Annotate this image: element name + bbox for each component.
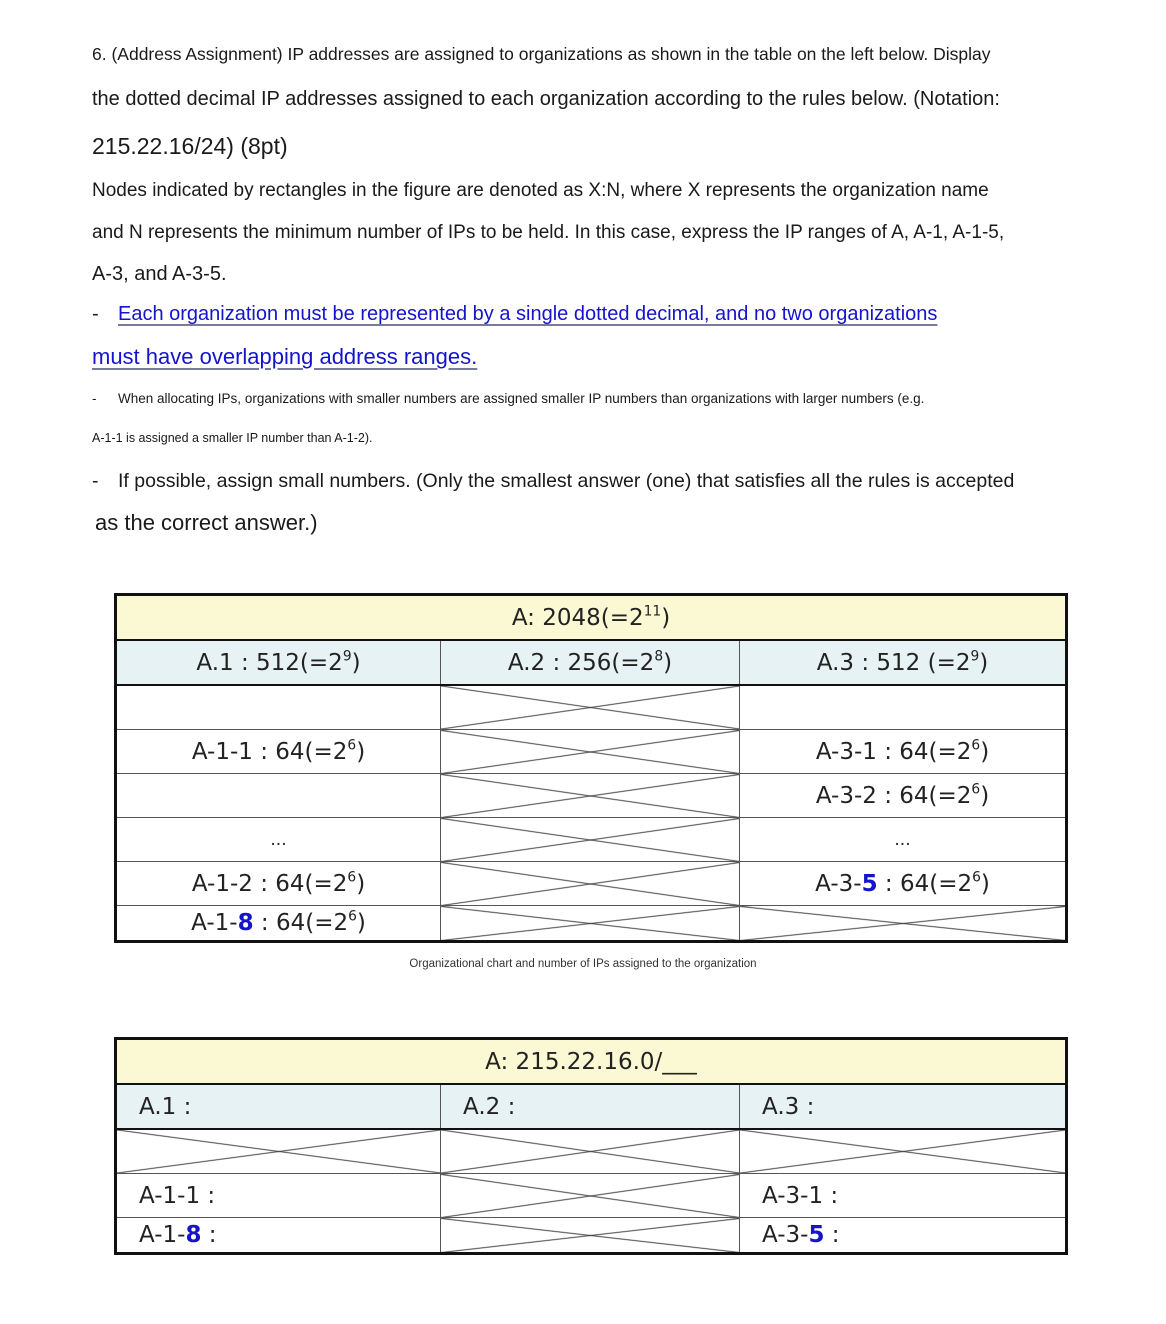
answer-a3-cell[interactable]: A.3 : — [740, 1084, 1067, 1129]
answer-a35-cell[interactable]: A-3-5 : — [740, 1218, 1067, 1254]
crossed-cell — [441, 685, 740, 730]
answer-row — [116, 1218, 1067, 1254]
org-chart-level1-row — [116, 640, 1067, 685]
rule-2-line-a — [92, 391, 924, 406]
crossed-cell — [441, 818, 740, 862]
org-chart-row — [116, 774, 1067, 818]
crossed-cell — [740, 906, 1067, 942]
rule-3-text-a: If possible, assign small numbers. (Only the smallest answer (one) that satisfies all the rules is accepted — [118, 470, 1015, 492]
org-a32-cell: A-3-2 : $64(=2^6)$ — [740, 774, 1067, 818]
crossed-cell — [441, 1129, 740, 1174]
org-chart-blank-row — [116, 685, 1067, 730]
org-a18-cell: A-1-8 : $64(=2^6)$ — [116, 906, 441, 942]
answer-a-cell[interactable]: A: 215.22.16.0/___ — [116, 1039, 1067, 1085]
answer-root-row — [116, 1039, 1067, 1085]
answer-a2-cell[interactable]: A.2 : — [441, 1084, 740, 1129]
rule-2-line-b: A-1-1 is assigned a smaller IP number than A-1-2). — [92, 431, 373, 445]
org-a-cell: A: $2048(=2^{11})$ — [116, 595, 1067, 641]
empty-cell — [740, 685, 1067, 730]
rule-2-text-a: When allocating IPs, organizations with smaller numbers are assigned smaller IP numbers than organizations with larger numbers (e.g. — [118, 391, 925, 406]
crossed-cell — [740, 1129, 1067, 1174]
crossed-cell — [441, 774, 740, 818]
empty-cell — [116, 685, 441, 730]
org-chart-table — [114, 593, 1068, 943]
question-line-2: the dotted decimal IP addresses assigned to each organization according to the rules below. (Notation: — [92, 88, 1000, 110]
org-a3-cell: A.3 : 512 $(=2^9)$ — [740, 640, 1067, 685]
org-a31-cell: A-3-1 : $64(=2^6)$ — [740, 730, 1067, 774]
rule-1-line-b: must have overlapping address ranges. — [92, 344, 478, 369]
question-line-4: Nodes indicated by rectangles in the figure are denoted as X:N, where X represents the organization name — [92, 180, 989, 201]
question-line-6: A-3, and A-3-5. — [92, 263, 227, 285]
rule-2-bullet: - — [92, 391, 97, 406]
org-chart-row — [116, 818, 1067, 862]
answer-table — [114, 1037, 1068, 1255]
org-chart-row — [116, 906, 1067, 942]
crossed-cell — [116, 1129, 441, 1174]
empty-cell — [116, 774, 441, 818]
crossed-cell — [441, 906, 740, 942]
chart-caption: Organizational chart and number of IPs assigned to the organization — [409, 958, 757, 970]
crossed-cell — [441, 730, 740, 774]
answer-blank-row — [116, 1129, 1067, 1174]
answer-a31-cell[interactable]: A-3-1 : — [740, 1174, 1067, 1218]
org-a11-cell: A-1-1 : $64(=2^6)$ — [116, 730, 441, 774]
ellipsis-right: ... — [740, 818, 1067, 862]
org-chart-row — [116, 862, 1067, 906]
rule-3-line-a — [92, 470, 1014, 493]
question-line-3: 215.22.16/24) (8pt) — [92, 133, 288, 159]
rule-3-line-b: as the correct answer.) — [95, 510, 318, 535]
crossed-cell — [441, 862, 740, 906]
org-chart-row — [116, 730, 1067, 774]
org-a12-cell: A-1-2 : $64(=2^6)$ — [116, 862, 441, 906]
org-chart-root-row — [116, 595, 1067, 641]
question-line-1: 6. (Address Assignment) IP addresses are assigned to organizations as shown in the table on the left below. Display — [92, 44, 991, 64]
rule-1-bullet: - — [92, 303, 99, 325]
rule-1-line-a — [92, 303, 937, 326]
question-line-5: and N represents the minimum number of IPs to be held. In this case, express the IP ranges of A, A-1, A-1-5, — [92, 222, 1005, 243]
answer-level1-row — [116, 1084, 1067, 1129]
ellipsis-left: ... — [116, 818, 441, 862]
org-a35-cell: A-3-5 : $64(=2^6)$ — [740, 862, 1067, 906]
answer-row — [116, 1174, 1067, 1218]
org-a1-cell: A.1 : $512(=2^9)$ — [116, 640, 441, 685]
rule-3-bullet: - — [92, 470, 99, 492]
answer-a18-cell[interactable]: A-1-8 : — [116, 1218, 441, 1254]
crossed-cell — [441, 1174, 740, 1218]
org-a2-cell: A.2 : $256(=2^8)$ — [441, 640, 740, 685]
answer-a1-cell[interactable]: A.1 : — [116, 1084, 441, 1129]
crossed-cell — [441, 1218, 740, 1254]
rule-1-text-a: Each organization must be represented by a single dotted decimal, and no two organizations — [118, 303, 938, 325]
answer-a11-cell[interactable]: A-1-1 : — [116, 1174, 441, 1218]
